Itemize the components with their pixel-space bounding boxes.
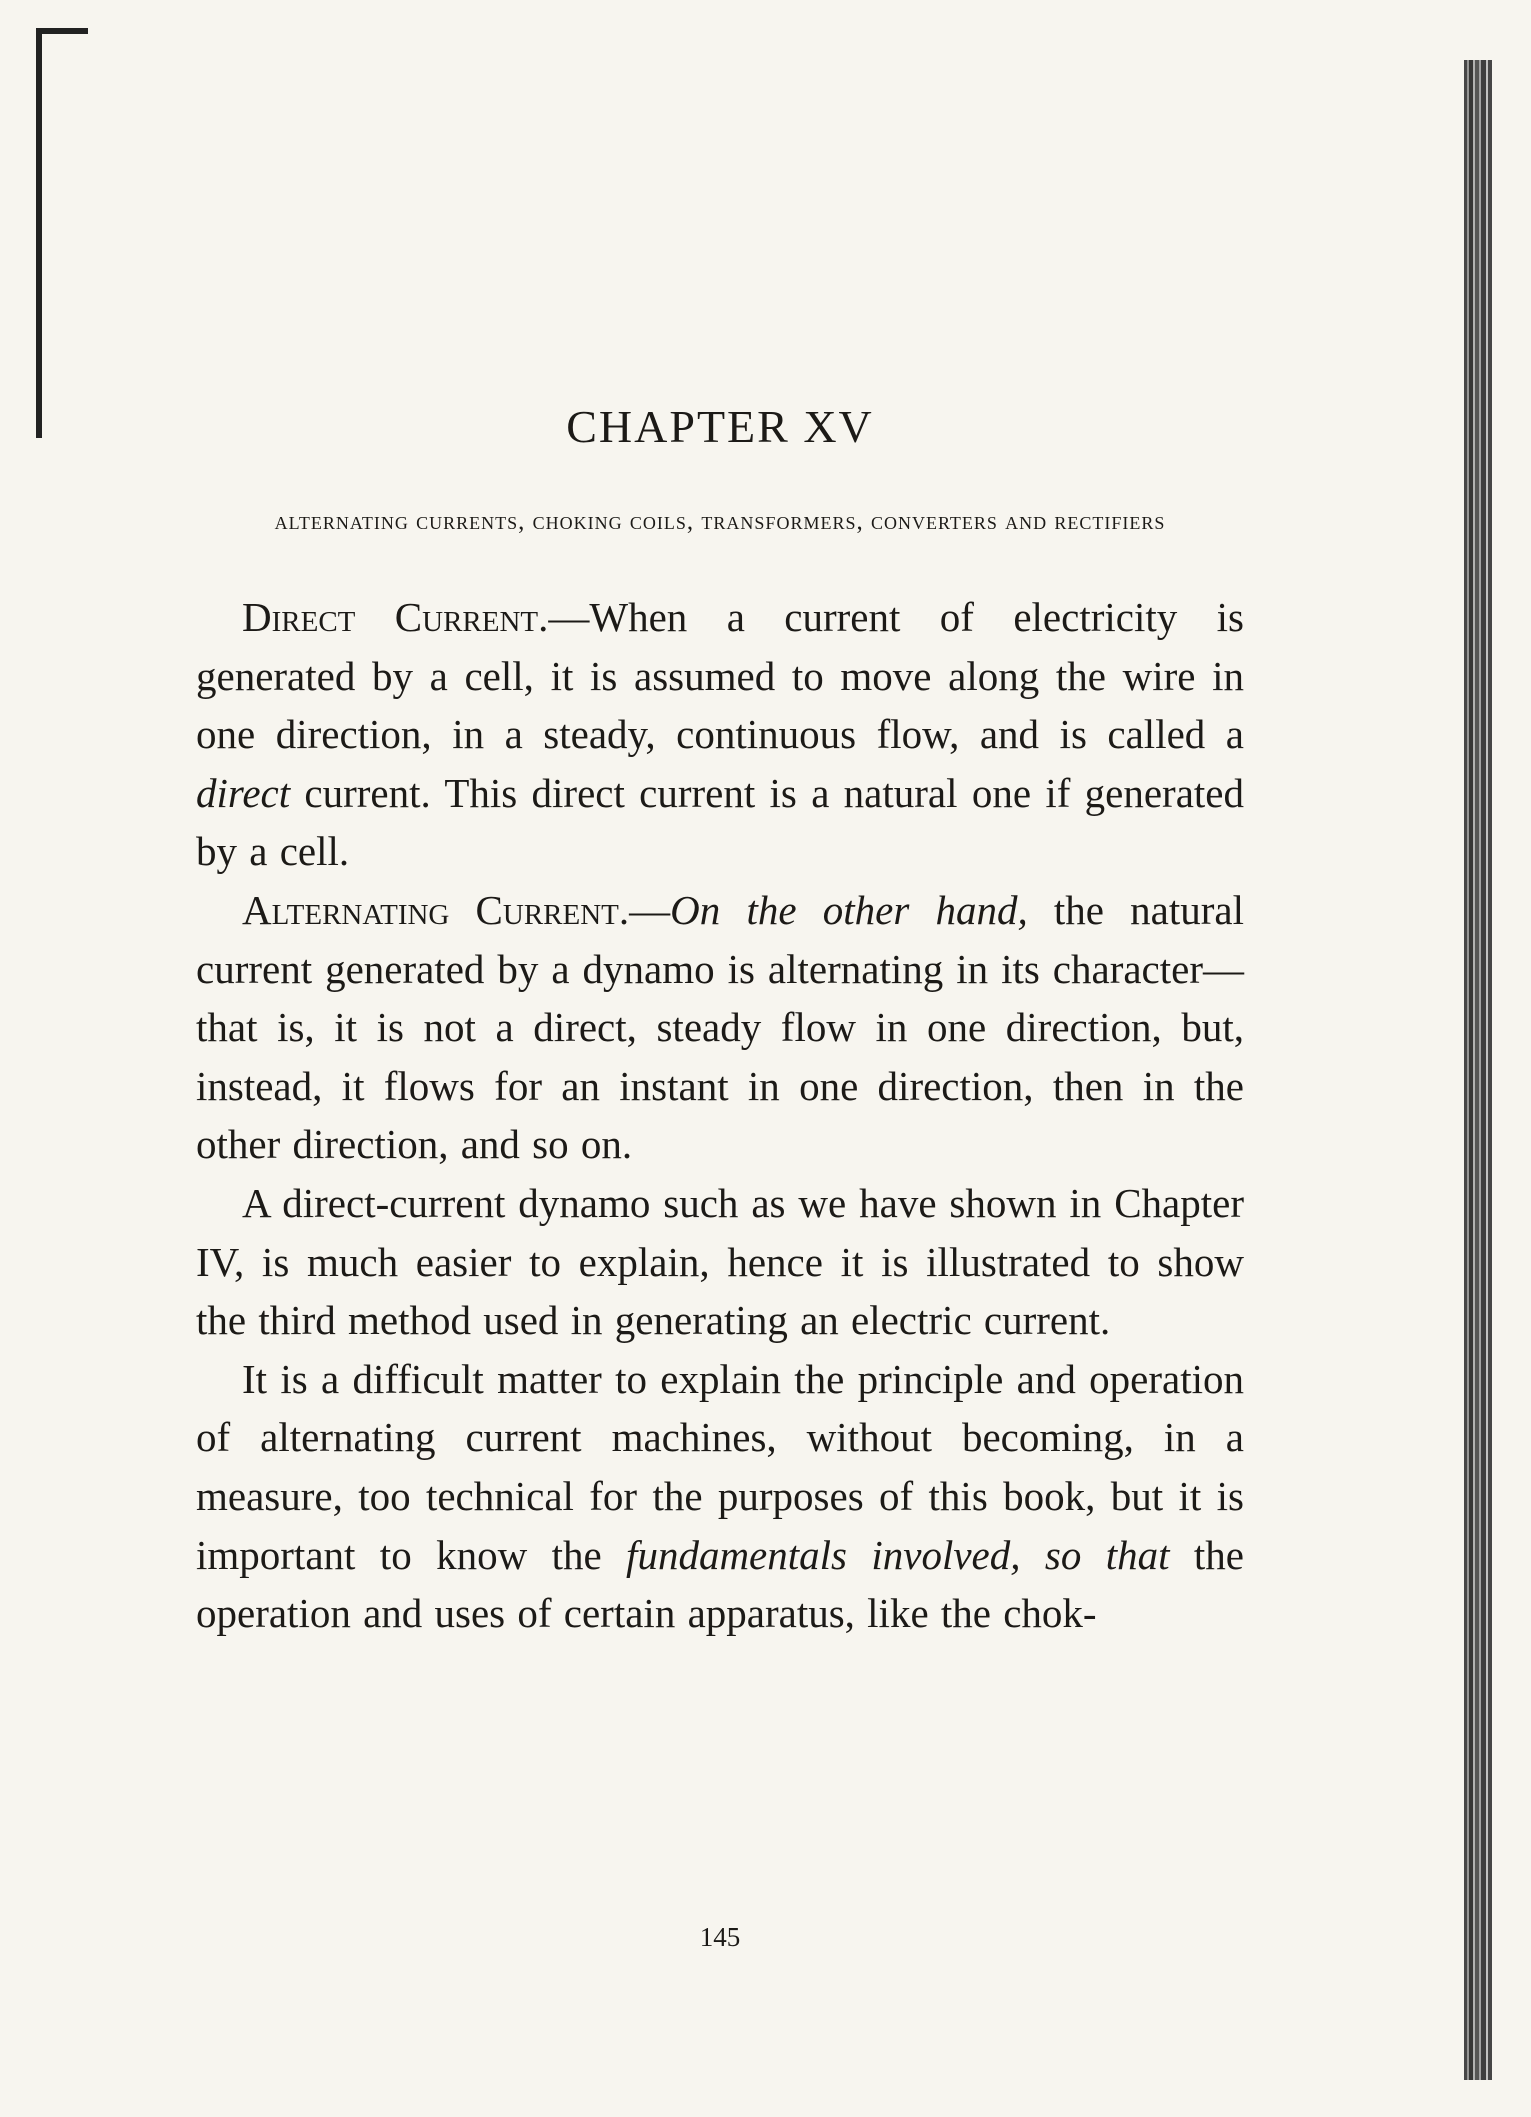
paragraph — [196, 1174, 1244, 1350]
text-run: the natural current generated by a dynamo is alternating in its character—that is, it is not a direct, steady flow in one direction, but, instead, it flows for an instant in one direction, then in the other direction, and so on. — [196, 886, 1244, 1168]
scan-corner-mark-top — [36, 28, 88, 34]
text-run: current. This direct current is a natural one if generated by a cell. — [196, 769, 1244, 875]
body-text — [196, 588, 1244, 1643]
book-page — [196, 400, 1244, 1952]
text-run: A direct-current dynamo such as we have shown in Chapter IV, is much easier to explain, hence it is illustrated to show the third method used in generating an electric current. — [196, 1179, 1244, 1344]
chapter-subtitle: alternating currents, choking coils, transformers, converters and rectifiers — [274, 508, 1166, 535]
scan-corner-mark-left — [36, 28, 42, 438]
text-run-italic: On the other hand, — [670, 886, 1028, 933]
paragraph — [196, 588, 1244, 881]
text-run: the operation and uses of certain apparatus, like the chok- — [196, 1531, 1244, 1637]
text-run-italic: fundamentals involved, so that — [626, 1531, 1170, 1578]
chapter-title: CHAPTER XV — [566, 401, 874, 452]
paragraph — [196, 881, 1244, 1174]
text-run: —When a current of electricity is generated by a cell, it is assumed to move along the wire in one direction, in a steady, continuous flow, and is called a — [196, 594, 1244, 758]
text-run-italic: direct — [196, 769, 291, 816]
page-number: 145 — [699, 1922, 741, 1952]
run-in-heading: Alternating Current. — [242, 886, 630, 933]
run-in-heading: Direct Current. — [242, 594, 549, 640]
text-run: It is a difficult matter to explain the principle and operation of alternating current machines, without becoming, in a measure, too technical for the purposes of this book, but it is important to know the — [196, 1355, 1244, 1578]
paragraph — [196, 1350, 1244, 1643]
book-binding-edge — [1464, 60, 1492, 2080]
text-run: — — [629, 886, 671, 933]
